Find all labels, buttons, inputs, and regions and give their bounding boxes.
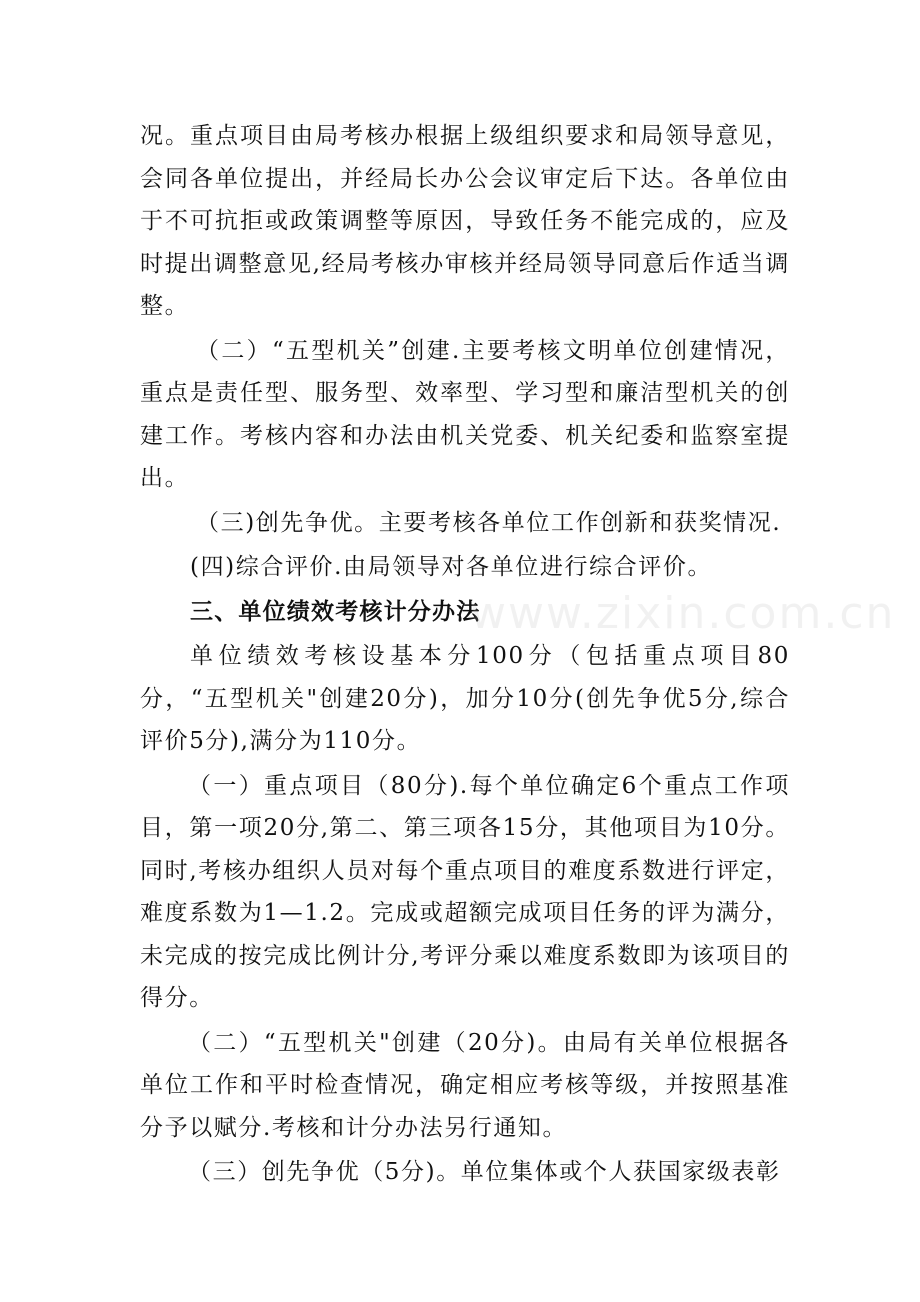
paragraph-five-type-organ: （二）“五型机关”创建.主要考核文明单位创建情况，重点是责任型、服务型、效率型、学习型和廉洁型机关的创建工作。考核内容和办法由机关党委、机关纪委和监察室提出。 [140,337,790,491]
paragraph-key-projects-continued: 况。重点项目由局考核办根据上级组织要求和局领导意见，会同各单位提出，并经局长办公会议审定后下达。各单位由于不可抗拒或政策调整等原因，导致任务不能完成的，应及时提出调整意见,经局考核办审核并经局领导同意后作适当调整。 [140,123,790,319]
paragraph-comprehensive-evaluation: (四)综合评价.由局领导对各单位进行综合评价。 [190,554,713,580]
paragraph-excellence-score: （三）创先争优（5分)。单位集体或个人获国家级表彰 [188,1159,781,1185]
paragraph-five-type-score: （二）“五型机关"创建（20分)。由局有关单位根据各单位工作和平时检查情况，确定相应考核等级，并按照基准分予以赋分.考核和计分办法另行通知。 [140,1029,790,1141]
document-body [140,115,790,1196]
paragraph-base-score: 单位绩效考核设基本分100分（包括重点项目80分，“五型机关"创建20分)，加分10分(创先争优5分,综合评价5分),满分为110分。 [140,643,790,754]
watermark-text: www.zixin.com.cn [470,588,896,639]
section-heading-scoring-method: 三、单位绩效考核计分办法 [190,598,481,625]
paragraph-excellence: （三)创先争优。主要考核各单位工作创新和获奖情况. [196,509,782,536]
paragraph-key-projects-score: （一）重点项目（80分).每个单位确定6个重点工作项目，第一项20分,第二、第三项各15分，其他项目为10分。同时,考核办组织人员对每个重点项目的难度系数进行评定，难度系数为1—1.2。完成或超额完成项目任务的评为满分，未完成的按完成比例计分,考评分乘以难度系数即为该项目的得分。 [140,772,790,1011]
